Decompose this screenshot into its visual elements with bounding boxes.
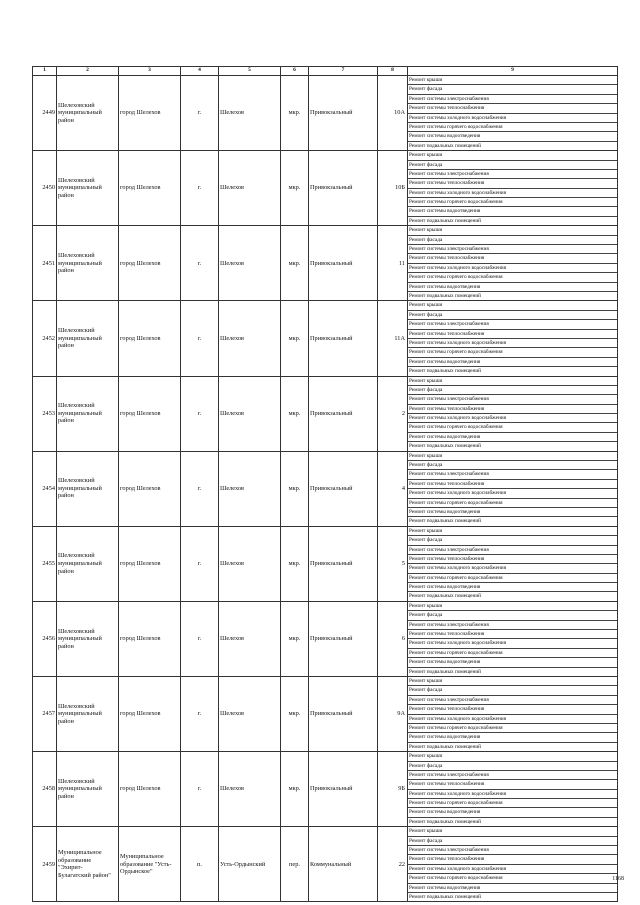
settlement-type-cell: г. — [181, 76, 219, 151]
work-item: Ремонт фасада — [408, 762, 617, 771]
work-item: Ремонт системы водоотведения — [408, 433, 617, 442]
work-item: Ремонт системы теплоснабжения — [408, 254, 617, 263]
street-cell: Привокзальный — [309, 601, 378, 676]
house-number-cell: 11 — [378, 226, 408, 301]
work-item: Ремонт системы электроснабжения — [408, 846, 617, 855]
table-body — [33, 76, 618, 902]
work-item: Ремонт системы холодного водоснабжения — [408, 715, 617, 724]
work-item: Ремонт системы электроснабжения — [408, 395, 617, 404]
work-item: Ремонт подвальных помещений — [409, 743, 481, 750]
street-cell: Привокзальный — [309, 451, 378, 526]
work-item: Ремонт системы теплоснабжения — [408, 555, 617, 564]
work-item: Ремонт системы холодного водоснабжения — [408, 564, 617, 573]
work-item: Ремонт подвальных помещений — [409, 893, 481, 900]
table-row — [33, 526, 618, 601]
work-item: Ремонт крыши — [408, 527, 617, 536]
header-cell: 8 — [378, 67, 408, 76]
work-item: Ремонт системы холодного водоснабжения — [408, 489, 617, 498]
street-cell: Привокзальный — [309, 677, 378, 752]
district-cell: Шелеховский муниципальный район — [57, 226, 119, 301]
district-cell: Шелеховский муниципальный район — [57, 301, 119, 376]
work-item: Ремонт фасада — [408, 236, 617, 245]
settlement-cell: город Шелехов — [119, 151, 181, 226]
work-item: Ремонт системы теплоснабжения — [408, 330, 617, 339]
work-item: Ремонт системы холодного водоснабжения — [408, 114, 617, 123]
work-item: Ремонт подвальных помещений — [409, 443, 481, 450]
locality-cell: Усть-Ордынский — [219, 827, 281, 902]
table-row — [33, 752, 618, 827]
work-item: Ремонт системы электроснабжения — [408, 95, 617, 104]
row-number: 2452 — [33, 301, 57, 376]
work-item: Ремонт системы горячего водоснабжения — [408, 724, 617, 733]
work-item: Ремонт системы холодного водоснабжения — [408, 414, 617, 423]
settlement-cell: город Шелехов — [119, 301, 181, 376]
work-item: Ремонт фасада — [408, 686, 617, 695]
table-row — [33, 376, 618, 451]
work-item: Ремонт системы горячего водоснабжения — [408, 198, 617, 207]
locality-cell: Шелехов — [219, 526, 281, 601]
work-item: Ремонт системы горячего водоснабжения — [408, 649, 617, 658]
locality-cell: Шелехов — [219, 226, 281, 301]
work-item: Ремонт фасада — [408, 837, 617, 846]
street-type-cell: мкр. — [281, 601, 309, 676]
work-item: Ремонт системы водоотведения — [408, 132, 617, 141]
locality-cell: Шелехов — [219, 752, 281, 827]
work-item: Ремонт фасада — [408, 536, 617, 545]
work-item: Ремонт системы холодного водоснабжения — [408, 339, 617, 348]
header-cell: 5 — [219, 67, 281, 76]
street-type-cell: мкр. — [281, 76, 309, 151]
table-row — [33, 677, 618, 752]
district-cell: Шелеховский муниципальный район — [57, 151, 119, 226]
street-type-cell: мкр. — [281, 752, 309, 827]
street-type-cell: мкр. — [281, 526, 309, 601]
locality-cell: Шелехов — [219, 301, 281, 376]
district-cell: Шелеховский муниципальный район — [57, 376, 119, 451]
work-item: Ремонт подвальных помещений — [409, 292, 481, 299]
locality-cell: Шелехов — [219, 677, 281, 752]
table-row — [33, 601, 618, 676]
work-item: Ремонт системы электроснабжения — [408, 546, 617, 555]
settlement-type-cell: г. — [181, 601, 219, 676]
work-item: Ремонт системы горячего водоснабжения — [408, 348, 617, 357]
work-item: Ремонт системы водоотведения — [408, 733, 617, 742]
work-item: Ремонт системы горячего водоснабжения — [408, 799, 617, 808]
header-cell: 9 — [408, 67, 618, 76]
district-cell: Шелеховский муниципальный район — [57, 526, 119, 601]
settlement-type-cell: г. — [181, 226, 219, 301]
row-number: 2455 — [33, 526, 57, 601]
house-number-cell: 10Б — [378, 151, 408, 226]
table-row — [33, 827, 618, 902]
row-number: 2449 — [33, 76, 57, 151]
work-item: Ремонт системы горячего водоснабжения — [408, 874, 617, 883]
work-item: Ремонт системы теплоснабжения — [408, 705, 617, 714]
work-item: Ремонт крыши — [408, 452, 617, 461]
work-item: Ремонт фасада — [408, 311, 617, 320]
row-number: 2458 — [33, 752, 57, 827]
house-number-cell: 6 — [378, 601, 408, 676]
street-cell: Привокзальный — [309, 76, 378, 151]
work-item: Ремонт крыши — [408, 677, 617, 686]
street-cell: Привокзальный — [309, 376, 378, 451]
row-number: 2456 — [33, 601, 57, 676]
house-number-cell: 22 — [378, 827, 408, 902]
work-item: Ремонт системы электроснабжения — [408, 621, 617, 630]
header-cell: 4 — [181, 67, 219, 76]
work-item: Ремонт системы холодного водоснабжения — [408, 865, 617, 874]
work-item: Ремонт системы водоотведения — [408, 358, 617, 367]
table-row — [33, 151, 618, 226]
row-number: 2457 — [33, 677, 57, 752]
work-item: Ремонт крыши — [408, 226, 617, 235]
works-cell — [408, 752, 618, 827]
header-cell: 1 — [33, 67, 57, 76]
works-cell — [408, 151, 618, 226]
work-item: Ремонт системы теплоснабжения — [408, 780, 617, 789]
street-cell: Привокзальный — [309, 526, 378, 601]
house-number-cell: 4 — [378, 451, 408, 526]
locality-cell: Шелехов — [219, 151, 281, 226]
work-item: Ремонт крыши — [408, 602, 617, 611]
work-item: Ремонт подвальных помещений — [409, 518, 481, 525]
header-cell: 7 — [309, 67, 378, 76]
work-item: Ремонт системы водоотведения — [408, 283, 617, 292]
street-cell: Привокзальный — [309, 151, 378, 226]
settlement-type-cell: г. — [181, 526, 219, 601]
work-item: Ремонт подвальных помещений — [409, 217, 481, 224]
work-item: Ремонт системы холодного водоснабжения — [408, 790, 617, 799]
header-cell: 2 — [57, 67, 119, 76]
works-cell — [408, 601, 618, 676]
work-item: Ремонт крыши — [408, 151, 617, 160]
settlement-type-cell: г. — [181, 677, 219, 752]
house-number-cell: 2 — [378, 376, 408, 451]
work-item: Ремонт подвальных помещений — [409, 668, 481, 675]
work-item: Ремонт фасада — [408, 161, 617, 170]
settlement-type-cell: г. — [181, 752, 219, 827]
street-cell: Коммунальный — [309, 827, 378, 902]
work-item: Ремонт фасада — [408, 461, 617, 470]
settlement-type-cell: п. — [181, 827, 219, 902]
work-item: Ремонт фасада — [408, 611, 617, 620]
house-number-cell: 9Б — [378, 752, 408, 827]
settlement-cell: город Шелехов — [119, 226, 181, 301]
work-item: Ремонт крыши — [408, 76, 617, 85]
street-cell: Привокзальный — [309, 752, 378, 827]
locality-cell: Шелехов — [219, 451, 281, 526]
district-cell: Шелеховский муниципальный район — [57, 76, 119, 151]
settlement-cell: город Шелехов — [119, 677, 181, 752]
street-type-cell: мкр. — [281, 226, 309, 301]
work-item: Ремонт фасада — [408, 85, 617, 94]
work-item: Ремонт подвальных помещений — [409, 593, 481, 600]
settlement-cell: город Шелехов — [119, 526, 181, 601]
settlement-type-cell: г. — [181, 451, 219, 526]
work-item: Ремонт подвальных помещений — [409, 142, 481, 149]
settlement-cell: город Шелехов — [119, 752, 181, 827]
works-cell — [408, 526, 618, 601]
works-cell — [408, 677, 618, 752]
register-table — [32, 66, 618, 902]
locality-cell: Шелехов — [219, 376, 281, 451]
street-type-cell: мкр. — [281, 451, 309, 526]
house-number-cell: 5 — [378, 526, 408, 601]
district-cell: Шелеховский муниципальный район — [57, 752, 119, 827]
settlement-cell: Муниципальное образование "Усть- Ордынское" — [119, 827, 181, 902]
work-item: Ремонт подвальных помещений — [409, 818, 481, 825]
header-cell: 3 — [119, 67, 181, 76]
work-item: Ремонт системы электроснабжения — [408, 470, 617, 479]
district-cell: Шелеховский муниципальный район — [57, 601, 119, 676]
work-item: Ремонт системы электроснабжения — [408, 320, 617, 329]
settlement-cell: город Шелехов — [119, 451, 181, 526]
row-number: 2453 — [33, 376, 57, 451]
works-cell — [408, 376, 618, 451]
work-item: Ремонт системы водоотведения — [408, 808, 617, 817]
work-item: Ремонт фасада — [408, 386, 617, 395]
work-item: Ремонт системы электроснабжения — [408, 771, 617, 780]
work-item: Ремонт системы водоотведения — [408, 508, 617, 517]
work-item: Ремонт системы теплоснабжения — [408, 405, 617, 414]
work-item: Ремонт системы теплоснабжения — [408, 480, 617, 489]
works-cell — [408, 76, 618, 151]
work-item: Ремонт системы горячего водоснабжения — [408, 499, 617, 508]
work-item: Ремонт системы теплоснабжения — [408, 630, 617, 639]
row-number: 2459 — [33, 827, 57, 902]
work-item: Ремонт системы теплоснабжения — [408, 855, 617, 864]
district-cell: Муниципальное образование "Эхирит- Булагатский район" — [57, 827, 119, 902]
street-type-cell: мкр. — [281, 301, 309, 376]
page-number: 1168 — [612, 876, 624, 882]
work-item: Ремонт системы холодного водоснабжения — [408, 639, 617, 648]
work-item: Ремонт крыши — [408, 827, 617, 836]
works-cell — [408, 827, 618, 902]
header-cell: 6 — [281, 67, 309, 76]
table-row — [33, 226, 618, 301]
work-item: Ремонт системы горячего водоснабжения — [408, 574, 617, 583]
work-item: Ремонт системы водоотведения — [408, 583, 617, 592]
settlement-type-cell: г. — [181, 151, 219, 226]
table-row — [33, 301, 618, 376]
street-cell: Привокзальный — [309, 301, 378, 376]
row-number: 2450 — [33, 151, 57, 226]
table-row — [33, 76, 618, 151]
work-item: Ремонт крыши — [408, 301, 617, 310]
work-item: Ремонт крыши — [408, 752, 617, 761]
work-item: Ремонт системы водоотведения — [408, 884, 617, 893]
locality-cell: Шелехов — [219, 76, 281, 151]
table-header-row — [33, 67, 618, 76]
street-type-cell: мкр. — [281, 151, 309, 226]
row-number: 2454 — [33, 451, 57, 526]
row-number: 2451 — [33, 226, 57, 301]
street-type-cell: мкр. — [281, 376, 309, 451]
works-cell — [408, 226, 618, 301]
works-cell — [408, 451, 618, 526]
settlement-type-cell: г. — [181, 301, 219, 376]
street-cell: Привокзальный — [309, 226, 378, 301]
locality-cell: Шелехов — [219, 601, 281, 676]
work-item: Ремонт системы горячего водоснабжения — [408, 423, 617, 432]
settlement-cell: город Шелехов — [119, 376, 181, 451]
work-item: Ремонт системы горячего водоснабжения — [408, 273, 617, 282]
table-row — [33, 451, 618, 526]
work-item: Ремонт системы водоотведения — [408, 207, 617, 216]
work-item: Ремонт системы электроснабжения — [408, 170, 617, 179]
work-item: Ремонт системы холодного водоснабжения — [408, 264, 617, 273]
work-item: Ремонт системы холодного водоснабжения — [408, 189, 617, 198]
work-item: Ремонт системы горячего водоснабжения — [408, 123, 617, 132]
settlement-cell: город Шелехов — [119, 601, 181, 676]
work-item: Ремонт системы теплоснабжения — [408, 179, 617, 188]
house-number-cell: 10А — [378, 76, 408, 151]
street-type-cell: мкр. — [281, 677, 309, 752]
district-cell: Шелеховский муниципальный район — [57, 677, 119, 752]
house-number-cell: 9А — [378, 677, 408, 752]
work-item: Ремонт крыши — [408, 377, 617, 386]
settlement-cell: город Шелехов — [119, 76, 181, 151]
work-item: Ремонт системы электроснабжения — [408, 245, 617, 254]
work-item: Ремонт системы теплоснабжения — [408, 104, 617, 113]
house-number-cell: 11А — [378, 301, 408, 376]
work-item: Ремонт системы водоотведения — [408, 658, 617, 667]
works-cell — [408, 301, 618, 376]
work-item: Ремонт подвальных помещений — [409, 368, 481, 375]
settlement-type-cell: г. — [181, 376, 219, 451]
district-cell: Шелеховский муниципальный район — [57, 451, 119, 526]
work-item: Ремонт системы электроснабжения — [408, 696, 617, 705]
street-type-cell: пер. — [281, 827, 309, 902]
